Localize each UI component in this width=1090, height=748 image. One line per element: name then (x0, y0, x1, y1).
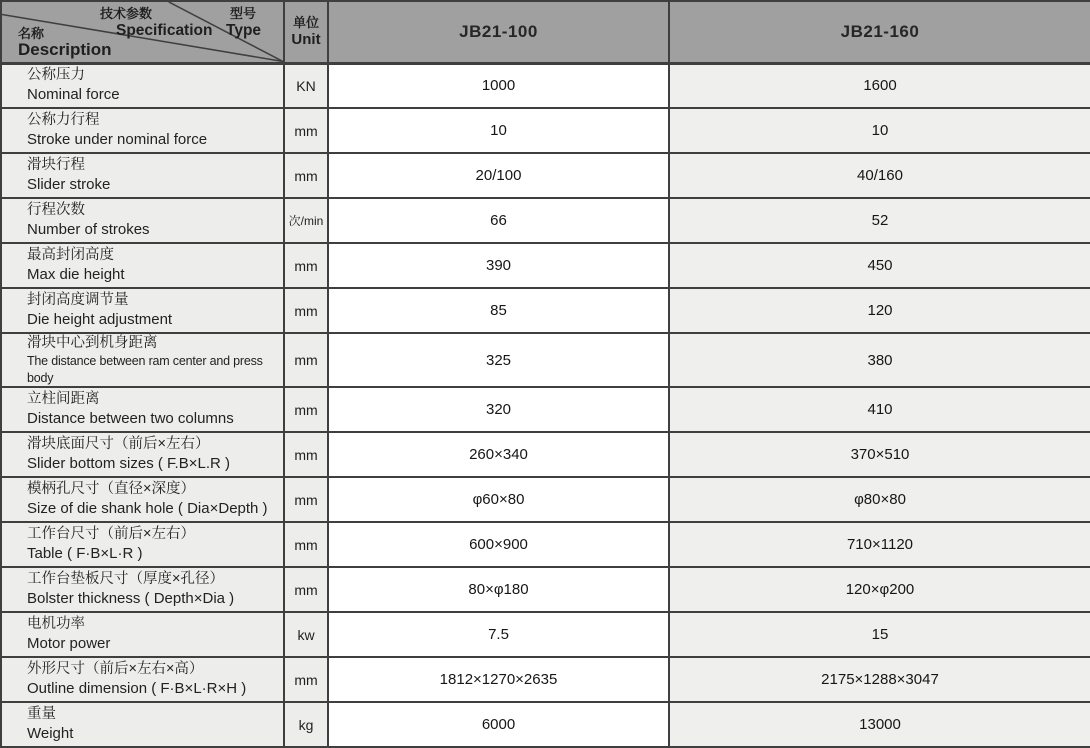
row-label-cn: 封闭高度调节量 (27, 292, 129, 309)
row-label-cn: 外形尺寸（前后×左右×高） (27, 661, 204, 678)
row-label-en: Table ( F·B×L·R ) (27, 545, 143, 563)
row-label-cell (1, 522, 284, 567)
value-jb21-100: 325 (328, 333, 669, 387)
table-row (1, 657, 1090, 702)
value-jb21-160: 120×φ200 (669, 567, 1090, 612)
value-jb21-100: φ60×80 (328, 477, 669, 522)
row-label-cn: 重量 (27, 706, 56, 723)
row-label-en: Slider stroke (27, 176, 111, 194)
row-label-cell (1, 198, 284, 243)
unit-value: 次/min (284, 198, 328, 243)
spec-table-body (1, 63, 1090, 747)
value-jb21-100: 1812×1270×2635 (328, 657, 669, 702)
table-row (1, 477, 1090, 522)
value-jb21-100: 320 (328, 387, 669, 432)
unit-value: mm (284, 387, 328, 432)
value-jb21-160: 450 (669, 243, 1090, 288)
table-row (1, 522, 1090, 567)
value-jb21-160: 410 (669, 387, 1090, 432)
value-jb21-160: 13000 (669, 702, 1090, 747)
value-jb21-160: 120 (669, 288, 1090, 333)
table-row (1, 243, 1090, 288)
value-jb21-100: 1000 (328, 63, 669, 108)
table-row (1, 702, 1090, 747)
row-label-en: Size of die shank hole ( Dia×Depth ) (27, 500, 268, 518)
row-label-en: Outline dimension ( F·B×L·R×H ) (27, 680, 247, 698)
row-label-cell (1, 567, 284, 612)
row-label-cell (1, 432, 284, 477)
unit-value: mm (284, 153, 328, 198)
value-jb21-160: 10 (669, 108, 1090, 153)
value-jb21-100: 85 (328, 288, 669, 333)
row-label-en: Bolster thickness ( Depth×Dia ) (27, 590, 235, 608)
value-jb21-160: 2175×1288×3047 (669, 657, 1090, 702)
type-label-en: Type (226, 21, 262, 39)
table-row (1, 288, 1090, 333)
unit-value: mm (284, 567, 328, 612)
row-label-en: Die height adjustment (27, 311, 173, 329)
row-label-cn: 立柱间距离 (27, 391, 100, 408)
unit-value: KN (284, 63, 328, 108)
value-jb21-160: 710×1120 (669, 522, 1090, 567)
value-jb21-100: 20/100 (328, 153, 669, 198)
value-jb21-160: 380 (669, 333, 1090, 387)
row-label-cell (1, 702, 284, 747)
specification-label-cn: 技术参数 (100, 6, 153, 21)
row-label-cn: 模柄孔尺寸（直径×深度） (27, 481, 195, 498)
value-jb21-160: 1600 (669, 63, 1090, 108)
value-jb21-100: 6000 (328, 702, 669, 747)
row-label-en: Stroke under nominal force (27, 131, 208, 149)
table-row (1, 153, 1090, 198)
unit-value: mm (284, 522, 328, 567)
table-row (1, 567, 1090, 612)
header-row (1, 1, 1090, 63)
row-label-cn: 行程次数 (27, 202, 85, 219)
row-label-en: Slider bottom sizes ( F.B×L.R ) (27, 455, 230, 473)
row-label-en: Weight (27, 725, 74, 743)
row-label-cell (1, 477, 284, 522)
row-label-cell (1, 63, 284, 108)
unit-value: kg (284, 702, 328, 747)
table-row (1, 612, 1090, 657)
row-label-en: Nominal force (27, 86, 120, 104)
row-label-cn: 工作台尺寸（前后×左右） (27, 526, 195, 543)
unit-header-en: Unit (291, 30, 321, 48)
table-row (1, 63, 1090, 108)
row-label-cn: 公称压力 (27, 67, 85, 84)
row-label-cn: 公称力行程 (27, 112, 100, 129)
table-row (1, 108, 1090, 153)
row-label-en: The distance between ram center and press body (27, 354, 263, 385)
row-label-cn: 电机功率 (27, 616, 85, 633)
row-label-cell (1, 612, 284, 657)
type-label-cn: 型号 (230, 6, 257, 21)
row-label-cn: 工作台垫板尺寸（厚度×孔径） (27, 571, 224, 588)
value-jb21-100: 10 (328, 108, 669, 153)
unit-column-header (284, 1, 328, 63)
value-jb21-100: 600×900 (328, 522, 669, 567)
unit-value: mm (284, 333, 328, 387)
description-label-cn: 名称 (18, 26, 45, 42)
unit-value: mm (284, 108, 328, 153)
row-label-en: Max die height (27, 266, 125, 284)
value-jb21-100: 390 (328, 243, 669, 288)
row-label-cell (1, 333, 284, 387)
row-label-cell (1, 657, 284, 702)
value-jb21-100: 80×φ180 (328, 567, 669, 612)
unit-value: mm (284, 288, 328, 333)
corner-description-label (18, 27, 112, 58)
corner-type-label (226, 7, 261, 39)
corner-specification-label (96, 7, 212, 39)
value-jb21-160: φ80×80 (669, 477, 1090, 522)
row-label-cn: 最高封闭高度 (27, 247, 114, 264)
value-jb21-100: 66 (328, 198, 669, 243)
row-label-cell (1, 153, 284, 198)
row-label-cn: 滑块底面尺寸（前后×左右） (27, 436, 210, 453)
table-row (1, 333, 1090, 387)
row-label-cn: 滑块中心到机身距离 (27, 335, 158, 351)
row-label-cell (1, 387, 284, 432)
unit-value: mm (284, 657, 328, 702)
unit-header-cn: 单位 (292, 14, 319, 30)
row-label-en: Distance between two columns (27, 410, 234, 428)
value-jb21-100: 260×340 (328, 432, 669, 477)
unit-value: mm (284, 477, 328, 522)
table-row (1, 387, 1090, 432)
value-jb21-160: 15 (669, 612, 1090, 657)
row-label-cell (1, 108, 284, 153)
corner-header-cell (1, 1, 284, 63)
unit-value: mm (284, 432, 328, 477)
row-label-en: Motor power (27, 635, 111, 653)
value-jb21-160: 40/160 (669, 153, 1090, 198)
value-jb21-160: 370×510 (669, 432, 1090, 477)
value-jb21-100: 7.5 (328, 612, 669, 657)
description-label-en: Description (18, 39, 112, 59)
unit-value: kw (284, 612, 328, 657)
model-column-header-jb21-160: JB21-160 (669, 1, 1090, 63)
model-column-header-jb21-100: JB21-100 (328, 1, 669, 63)
row-label-cell (1, 243, 284, 288)
unit-value: mm (284, 243, 328, 288)
specification-label-en: Specification (116, 21, 213, 39)
row-label-cell (1, 288, 284, 333)
row-label-cn: 滑块行程 (27, 157, 85, 174)
table-row (1, 198, 1090, 243)
table-row (1, 432, 1090, 477)
row-label-en: Number of strokes (27, 221, 150, 239)
value-jb21-160: 52 (669, 198, 1090, 243)
